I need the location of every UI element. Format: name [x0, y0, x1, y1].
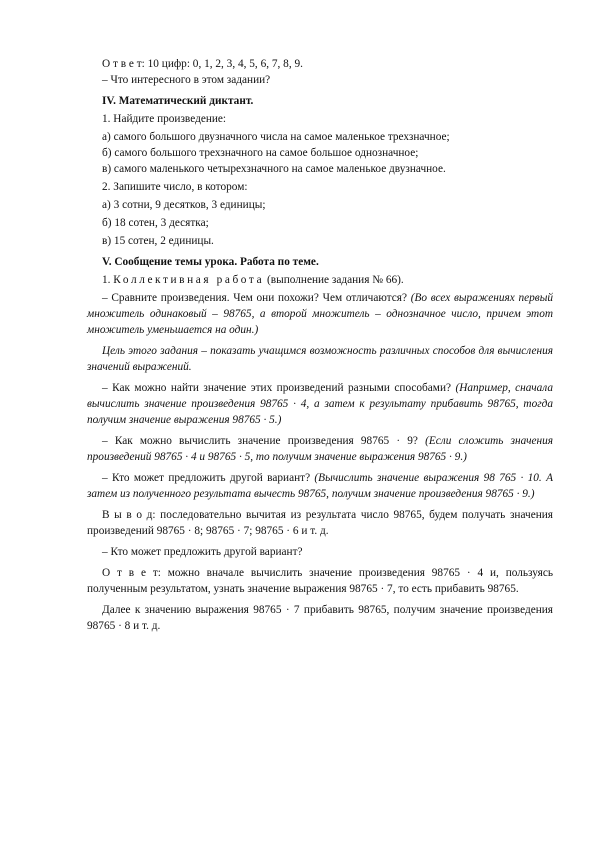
section-heading-dictation: IV. Математический диктант.: [102, 95, 254, 107]
answer-text: 10 цифр: 0, 1, 2, 3, 4, 5, 6, 7, 8, 9.: [144, 58, 303, 70]
other-variant-question: – Кто может предложить другой вариант?: [102, 472, 315, 484]
task-2-item-b: б) 18 сотен, 3 десятка;: [102, 217, 209, 229]
work-title: Коллективная работа: [113, 274, 265, 286]
task-2-item-a: а) 3 сотни, 9 десятков, 3 единицы;: [102, 199, 266, 211]
answer-paragraph: [87, 56, 553, 72]
task-1-item-c: в) самого маленького четырехзначного на самое маленькое двузначное.: [102, 163, 446, 175]
how-question: – Как можно найти значение этих произведений разными способами?: [102, 382, 456, 394]
conclusion-label: В ы в о д:: [102, 509, 156, 521]
answer2-text: можно вначале вычислить значение произведения 98765 · 4 и, пользуясь полученным результатом, узнать значение выражения 98765 · 7, то есть прибавить 98765.: [87, 567, 554, 595]
conclusion-text: последовательно вычитая из результата число 98765, будем получать значения произведений 98765 · 8; 98765 · 7; 98765 · 6 и т. д.: [87, 509, 553, 537]
task-1-item-a: а) самого большого двузначного числа на самое маленькое трехзначное;: [102, 131, 450, 143]
work-number: 1.: [102, 274, 114, 286]
goal-paragraph: Цель этого задания – показать учащимся возможность различных способов для вычисления значений выражений.: [87, 345, 553, 373]
task-1-title: 1. Найдите произведение:: [102, 113, 227, 125]
how9-answer: (Если сложить значения произведений 98765 · 4 и 98765 · 5, то получим значение выражения 98765 · 9.): [87, 435, 554, 463]
work-paragraph: [87, 272, 553, 288]
compare-question: – Сравните произведения. Чем они похожи? Чем отличаются?: [102, 292, 411, 304]
other-variant-paragraph: [87, 470, 553, 502]
how-answer: (Например, сначала вычислить значение произведения 98765 · 4, а затем к результату прибавить 98765, тогда получим значение выражения 98765 · 5.): [87, 382, 553, 426]
task-2-title: 2. Запишите число, в котором:: [102, 181, 248, 193]
compare-answer: (Во всех выражениях первый множитель одинаковый – 98765, а второй множитель – однозначное число, причем этот множитель уменьшается на один.): [87, 292, 553, 336]
how-paragraph: [87, 380, 553, 428]
answer2-label: О т в е т:: [102, 567, 161, 579]
document-body: [87, 56, 553, 634]
question-interesting: – Что интересного в этом задании?: [102, 74, 271, 86]
other-variant-question-2: – Кто может предложить другой вариант?: [102, 546, 303, 558]
conclusion-paragraph: [87, 507, 553, 539]
task-1-item-b: б) самого большого трехзначного на самое большое однозначное;: [102, 147, 419, 159]
other-variant-answer: (Вычислить значение выражения 98 765 · 10. А затем из полученного результата вычесть 98765, получим значение произведения 98765 · 9.): [87, 472, 553, 500]
final-paragraph: Далее к значению выражения 98765 · 7 прибавить 98765, получим значение произведения 98765 · 8 и т. д.: [87, 604, 553, 632]
how9-question: – Как можно вычислить значение произведения 98765 · 9?: [102, 435, 426, 447]
answer-label: О т в е т:: [102, 58, 145, 70]
work-note: (выполнение задания № 66).: [264, 274, 404, 286]
answer2-paragraph: [87, 565, 553, 597]
task-2-item-c: в) 15 сотен, 2 единицы.: [102, 235, 214, 247]
compare-paragraph: [87, 290, 553, 338]
section-heading-topic: V. Сообщение темы урока. Работа по теме.: [102, 256, 319, 268]
how9-paragraph: [87, 433, 553, 465]
